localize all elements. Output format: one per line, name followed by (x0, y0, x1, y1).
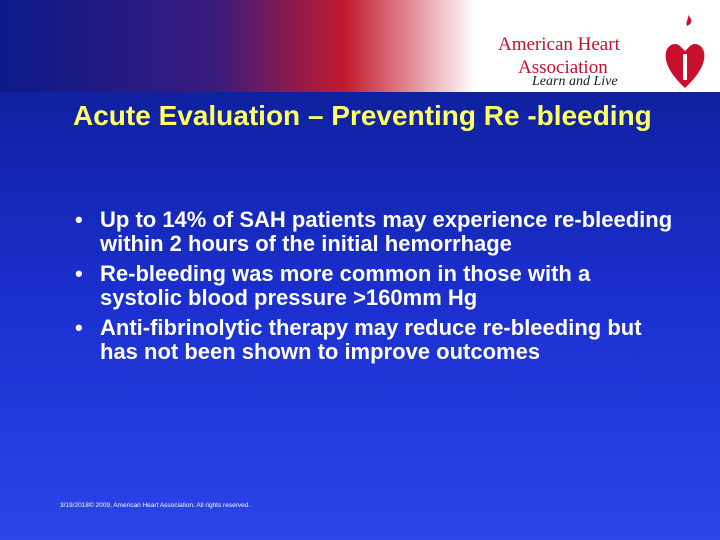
bullet-text: Up to 14% of SAH patients may experience re-bleeding within 2 hours of the initial hemorrhage (100, 207, 673, 256)
aha-logo (498, 14, 708, 94)
bullet-text: Anti-fibrinolytic therapy may reduce re-bleeding but has not been shown to improve outcomes (100, 315, 642, 364)
bullet-item (75, 208, 675, 256)
bullet-item (75, 316, 675, 364)
copyright-footer: 3/19/2018© 2009, American Heart Association. All rights reserved. (60, 502, 251, 509)
bullet-text: Re-bleeding was more common in those with a systolic blood pressure >160mm Hg (100, 261, 591, 310)
heart-torch-icon (662, 14, 708, 92)
bullet-icon: • (75, 207, 83, 232)
bullet-icon: • (75, 315, 83, 340)
logo-line1: American Heart (498, 34, 620, 55)
slide-title: Acute Evaluation – Preventing Re -bleeding (73, 100, 652, 131)
logo-line2: Association (518, 57, 608, 78)
bullet-list (75, 208, 675, 370)
bullet-icon: • (75, 261, 83, 286)
bullet-item (75, 262, 675, 310)
logo-tagline: Learn and Live (532, 74, 618, 89)
